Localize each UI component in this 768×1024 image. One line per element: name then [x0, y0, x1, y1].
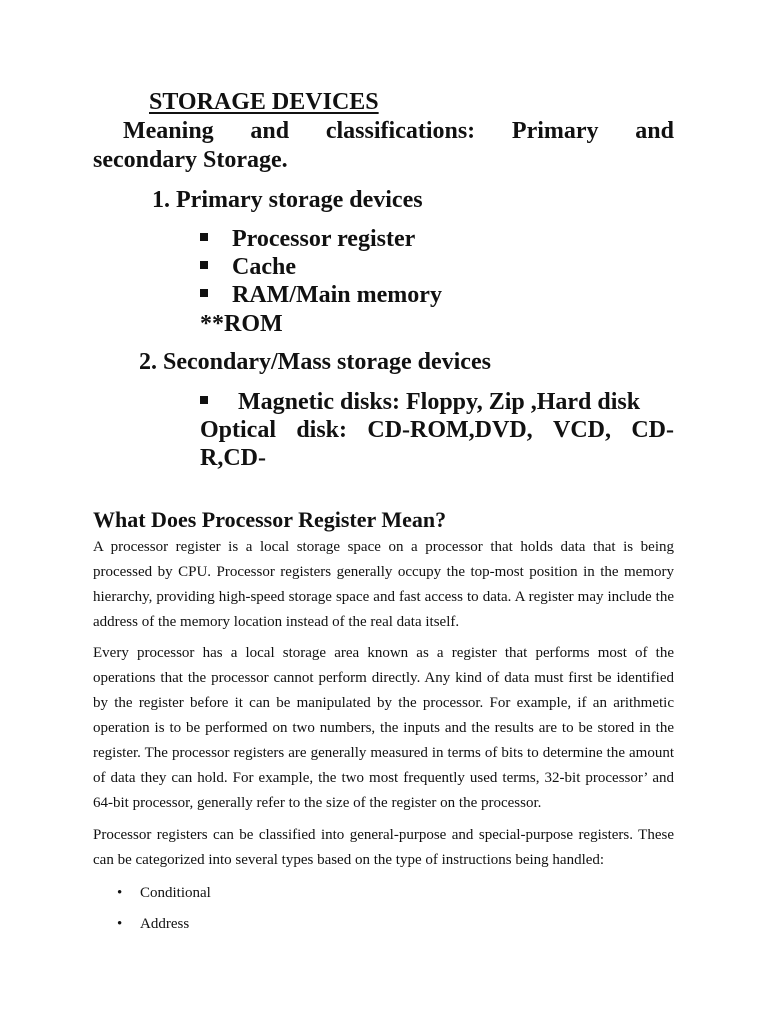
optical-line: [200, 416, 674, 444]
meaning-word: and: [635, 118, 674, 144]
primary-item-label: Processor register: [232, 226, 416, 252]
optical-word: VCD,: [553, 417, 611, 443]
meaning-word: classifications:: [325, 118, 476, 144]
page-title: STORAGE DEVICES: [149, 89, 379, 115]
paragraph: A processor register is a local storage space on a processor that holds data that is being processed by CPU. Processor registers generally occupy the top-most position in the memory hierarchy, providing high-speed storage space and fast access to data. A register may include the address of the memory location instead of the real data itself.: [93, 539, 674, 630]
optical-word: CD-: [631, 417, 674, 443]
meaning-word: Primary: [511, 118, 599, 144]
meaning-word: Meaning: [123, 118, 214, 144]
square-bullet-icon: [200, 233, 208, 241]
secondary-item-label: Magnetic disks: Floppy, Zip ,Hard disk: [238, 389, 641, 415]
meaning-word: and: [250, 118, 290, 144]
square-bullet-icon: [200, 396, 208, 404]
primary-item: [200, 225, 415, 253]
meaning-line-2: secondary Storage.: [93, 147, 288, 173]
optical-word: Optical: [200, 417, 276, 443]
paragraph: Every processor has a local storage area known as a register that performs most of the operations that the processor cannot perform directly. Any kind of data must first be identified by the register before it can be manipulated by the processor. For example, if an arithmetic operation is to be performed on two numbers, the inputs and the results are to be stored in the register. The processor registers are generally measured in terms of bits to determine the amount of data they can hold. For example, the two most frequently used terms, 32-bit processor’ and 64-bit processor, generally refer to the size of the register on the processor.: [93, 645, 674, 811]
optical-word: CD-ROM,DVD,: [367, 417, 533, 443]
primary-item-label: Cache: [232, 254, 296, 280]
bullet-dot-icon: •: [117, 916, 123, 932]
bullet-dot-icon: •: [117, 885, 123, 901]
primary-item: [200, 281, 442, 309]
meaning-line: [93, 117, 674, 145]
optical-word: disk:: [296, 417, 348, 443]
primary-extra: **ROM: [200, 311, 283, 337]
primary-item: [200, 253, 296, 281]
primary-heading: 1. Primary storage devices: [152, 187, 423, 213]
primary-item-label: RAM/Main memory: [232, 282, 442, 308]
paragraph: Processor registers can be classified into general-purpose and special-purpose registers. These can be categorized into several types based on the type of instructions being handled:: [93, 827, 674, 868]
square-bullet-icon: [200, 261, 208, 269]
list-item: Conditional: [140, 885, 211, 901]
section-heading: What Does Processor Register Mean?: [93, 507, 447, 532]
secondary-item: [200, 388, 640, 416]
square-bullet-icon: [200, 289, 208, 297]
list-item: Address: [140, 916, 190, 932]
optical-line-2: R,CD-: [200, 445, 266, 471]
secondary-heading: 2. Secondary/Mass storage devices: [139, 349, 491, 375]
